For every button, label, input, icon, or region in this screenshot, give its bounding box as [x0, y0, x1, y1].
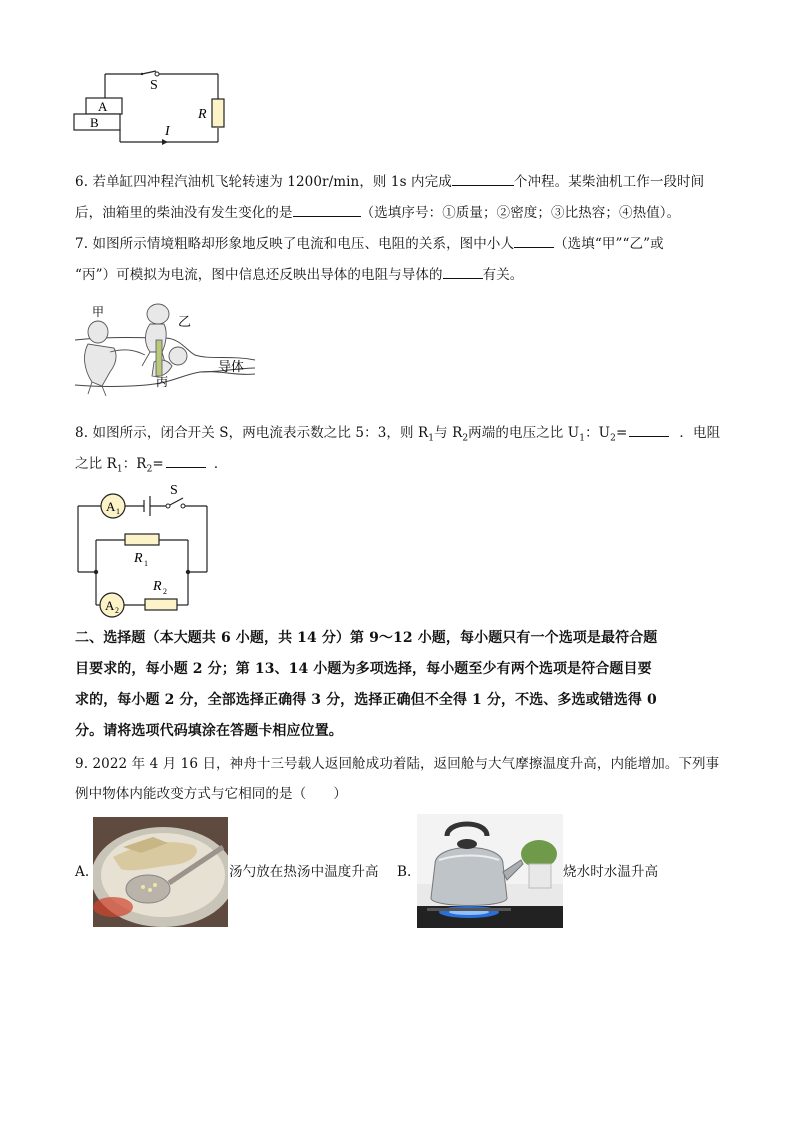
- person-yi: [142, 304, 169, 366]
- q6-line-1: 6. 若单缸四冲程汽油机飞轮转速为 1200r/min，则 1s 内完成 个冲程。某柴油机工作一段时间: [75, 171, 704, 192]
- svg-text:2: 2: [163, 587, 167, 596]
- label-yi: 乙: [178, 314, 192, 329]
- cartoon-figure-current: [70, 300, 260, 400]
- option-b-letter[interactable]: B.: [397, 864, 412, 880]
- option-a-text: 汤勺放在热汤中温度升高: [229, 864, 379, 880]
- switch-s-label: S: [170, 483, 178, 498]
- resistor-r1: [125, 534, 159, 545]
- label-bing: 丙: [156, 375, 169, 389]
- q6-blank-2[interactable]: [293, 202, 361, 217]
- kettle-stove-image: [417, 814, 563, 928]
- svg-text:1: 1: [116, 507, 120, 516]
- option-a-letter[interactable]: A.: [75, 864, 90, 880]
- option-b-kettle-photo: [417, 814, 563, 928]
- svg-text:A: A: [105, 598, 115, 613]
- resistor-r2: [145, 599, 177, 610]
- circuit-figure-3: [70, 478, 215, 618]
- svg-text:2: 2: [115, 606, 119, 615]
- q8-line-1: 8. 如图所示，闭合开关 S，两电流表示数之比 5：3，则 $R_1$与 $R_2$两端的电压之比 $U_1$：$U_2=$ ．电阻: [75, 422, 720, 449]
- label-conductor: 导体: [218, 359, 245, 374]
- section-2-line-1: 二、选择题（本大题共 6 小题，共 14 分）第 9～12 小题，每小题只有一个选项是最符合题: [75, 630, 658, 646]
- q8-blank-1[interactable]: [629, 422, 669, 437]
- resistor-r-label: R: [198, 107, 207, 122]
- q7-line-2: “丙”）可模拟为电流，图中信息还反映出导体的电阻与导体的 有关。: [75, 264, 523, 285]
- q8-line-2: 之比 $R_1$：$R_2=$ ．: [75, 453, 227, 480]
- svg-text:R: R: [134, 551, 143, 566]
- section-2-line-2: 目要求的，每小题 2 分；第 13、14 小题为多项选择，每小题至少有两个选项是符合题目要: [75, 661, 652, 677]
- option-b-text: 烧水时水温升高: [563, 864, 659, 880]
- q6-blank-1[interactable]: [452, 171, 514, 186]
- q9-line-1: 9. 2022 年 4 月 16 日，神舟十三号载人返回舱成功着陆，返回舱与大气摩擦温度升高，内能增加。下列事: [75, 756, 720, 772]
- option-a-soup-photo: [93, 817, 228, 927]
- q7-blank-1[interactable]: [514, 233, 554, 248]
- svg-text:1: 1: [144, 559, 148, 568]
- meter-b-label: B: [90, 115, 99, 130]
- q7-blank-2[interactable]: [443, 264, 483, 279]
- person-jia: [85, 321, 145, 396]
- soup-spoon-image: [93, 817, 228, 927]
- switch-s-label: S: [150, 78, 158, 93]
- label-jia: 甲: [92, 305, 105, 319]
- q6-line-2: 后，油箱里的柴油没有发生变化的是 （选填序号：①质量；②密度；③比热容；④热值）。: [75, 202, 680, 223]
- circuit-figure-1: [70, 62, 240, 157]
- current-i-label: I: [165, 124, 170, 139]
- svg-text:A: A: [106, 499, 116, 514]
- section-2-line-4: 分。请将选项代码填涂在答题卡相应位置。: [75, 723, 343, 739]
- q8-blank-2[interactable]: [166, 453, 206, 468]
- q9-line-2: 例中物体内能改变方式与它相同的是（ ）: [75, 786, 347, 802]
- q7-line-1: 7. 如图所示情境粗略却形象地反映了电流和电压、电阻的关系，图中小人 （选填“甲”“乙”或: [75, 233, 664, 254]
- resistor-r: [212, 99, 224, 127]
- svg-text:R: R: [153, 579, 162, 594]
- meter-a-label: A: [98, 99, 108, 114]
- section-2-line-3: 求的，每小题 2 分，全部选择正确得 3 分，选择正确但不全得 1 分，不选、多选或错选得 0: [75, 692, 657, 708]
